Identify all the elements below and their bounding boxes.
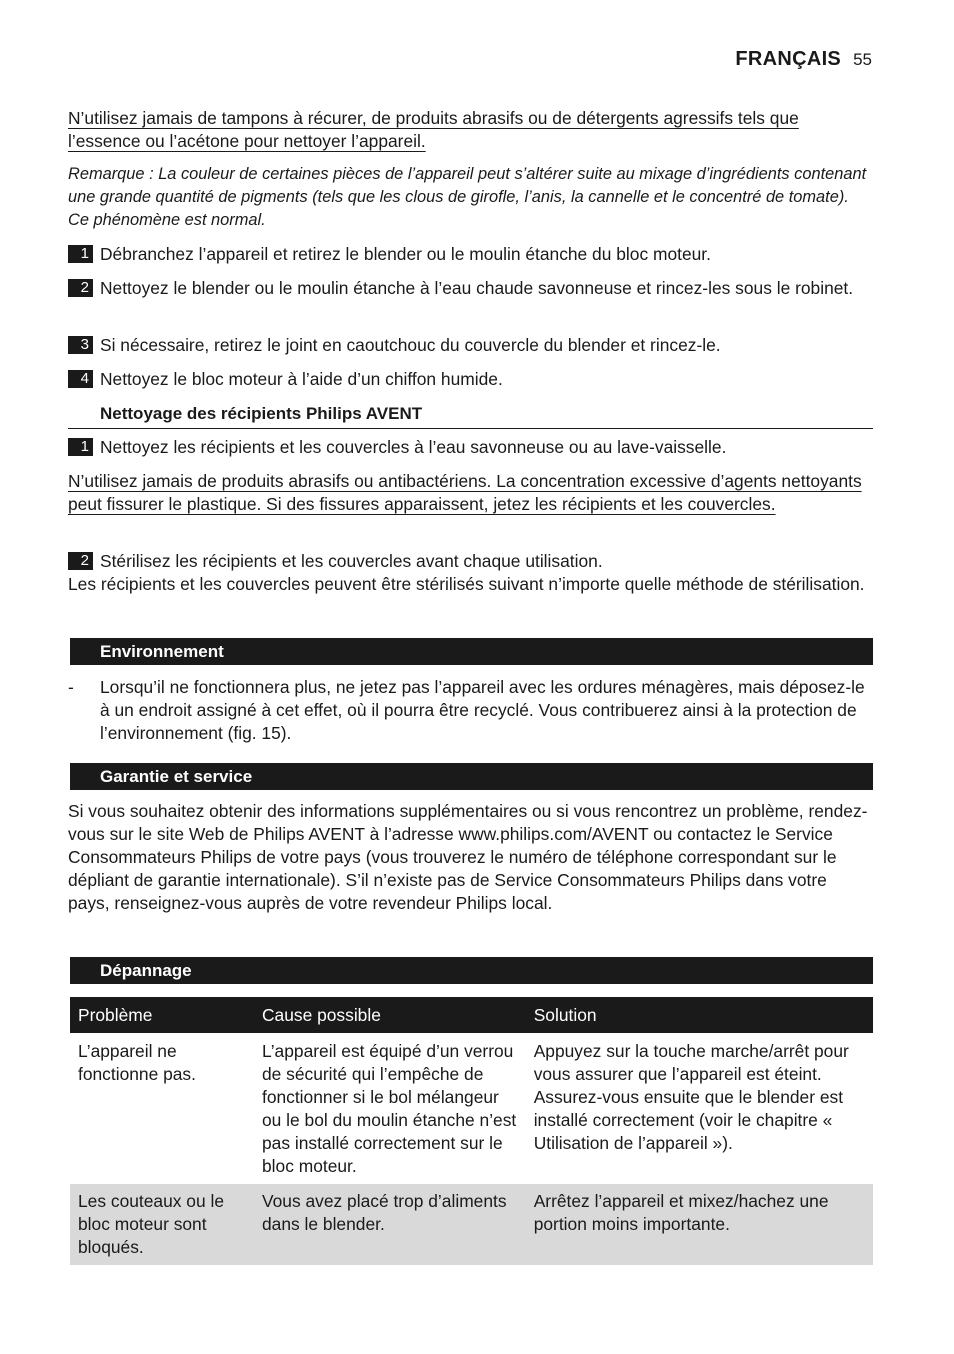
step-item <box>68 334 873 357</box>
table-row <box>70 1184 873 1265</box>
column-header-cause: Cause possible <box>254 997 526 1033</box>
table-cell: Appuyez sur la touche marche/arrêt pour vous assurer que l’appareil est éteint. Assurez-vous ensuite que le blender est installé correctement (voir le chapitre « Utilisation de l’appareil »). <box>533 1041 849 1153</box>
step-number: 4 <box>68 370 93 388</box>
warranty-text-after: ou contactez le Service Consommateurs Philips de votre pays (vous trouverez le numéro de téléphone correspondant sur le dépliant de garantie internationale). S’il n’existe pas de Service Consommateurs Philips dans votre pays, renseignez-vous auprès de votre revendeur Philips local. <box>68 824 837 913</box>
step-item <box>68 243 873 266</box>
table-cell: L’appareil ne fonctionne pas. <box>78 1041 196 1084</box>
step-item <box>68 550 873 573</box>
table-cell: Vous avez placé trop d’aliments dans le blender. <box>254 1184 526 1265</box>
step-number: 1 <box>68 245 93 263</box>
warning-antibacterial <box>68 470 873 516</box>
troubleshooting-table <box>70 997 873 1265</box>
step-item <box>68 277 873 300</box>
step-item <box>68 436 873 459</box>
page-number: 55 <box>853 50 872 69</box>
language-label: FRANÇAIS <box>735 48 842 70</box>
section-title-environment: Environnement <box>70 638 873 665</box>
step-text: Si nécessaire, retirez le joint en caoutchouc du couvercle du blender et rincez-le. <box>100 335 721 355</box>
bullet-dash: - <box>68 677 74 697</box>
environment-text: Lorsqu’il ne fonctionnera plus, ne jetez pas l’appareil avec les ordures ménagères, mais déposez-le à un endroit assigné à cet effet, où il pourra être recyclé. Vous contribuerez ainsi à la protection de l’environnement (fig. 15). <box>100 677 865 743</box>
subheading-avent-cleaning: Nettoyage des récipients Philips AVENT <box>68 402 873 429</box>
column-header-problem: Problème <box>70 997 254 1033</box>
sterilise-paragraph: Les récipients et les couvercles peuvent être stérilisés suivant n’importe quelle méthode de stérilisation. <box>68 574 865 594</box>
step-text: Nettoyez le blender ou le moulin étanche à l’eau chaude savonneuse et rincez-les sous le robinet. <box>100 278 854 298</box>
note-pigments: Remarque : La couleur de certaines pièces de l’appareil peut s’altérer suite au mixage d’ingrédients contenant une grande quantité de pigments (tels que les clous de girofle, l’anis, la cannelle et le concentré de tomate). Ce phénomène est normal. <box>68 165 867 229</box>
table-cell: Arrêtez l’appareil et mixez/hachez une portion moins importante. <box>526 1184 873 1265</box>
step-text: Nettoyez le bloc moteur à l’aide d’un chiffon humide. <box>100 369 503 389</box>
warning-abrasives <box>68 107 873 153</box>
step-number: 3 <box>68 336 93 354</box>
table-cell: L’appareil est équipé d’un verrou de sécurité qui l’empêche de fonctionner si le bol mélangeur ou le bol du moulin étanche n’est pas installé correctement sur le bloc moteur. <box>261 1041 517 1176</box>
step-number: 2 <box>68 279 93 297</box>
step-text: Nettoyez les récipients et les couvercles à l’eau savonneuse ou au lave-vaisselle. <box>100 437 727 457</box>
step-text: Débranchez l’appareil et retirez le blender ou le moulin étanche du bloc moteur. <box>100 244 711 264</box>
table-header-row <box>70 997 873 1033</box>
warranty-text-before: Si vous souhaitez obtenir des informations supplémentaires ou si vous rencontrez un problème, rendez-vous sur le site Web de Philips AVENT à l’adresse <box>68 801 868 844</box>
warranty-paragraph <box>68 800 873 915</box>
page-header <box>735 48 872 71</box>
step-text: Stérilisez les récipients et les couvercles avant chaque utilisation. <box>100 551 603 571</box>
section-title-troubleshooting: Dépannage <box>70 957 873 984</box>
column-header-solution: Solution <box>526 997 873 1033</box>
step-number: 2 <box>68 552 93 570</box>
warranty-url[interactable]: www.philips.com/AVENT <box>458 824 649 844</box>
section-title-warranty: Garantie et service <box>70 763 873 790</box>
step-item <box>68 368 873 391</box>
table-row <box>70 1033 873 1184</box>
warning-text: N’utilisez jamais de produits abrasifs ou antibactériens. La concentration excessive d’agents nettoyants peut fissurer le plastique. Si des fissures apparaissent, jetez les récipients et les couvercles. <box>68 471 862 514</box>
table-cell: Les couteaux ou le bloc moteur sont bloqués. <box>70 1184 254 1265</box>
step-number: 1 <box>68 438 93 456</box>
list-item <box>68 676 873 745</box>
warning-text: N’utilisez jamais de tampons à récurer, de produits abrasifs ou de détergents agressifs tels que l’essence ou l’acétone pour nettoyer l’appareil. <box>68 108 799 151</box>
